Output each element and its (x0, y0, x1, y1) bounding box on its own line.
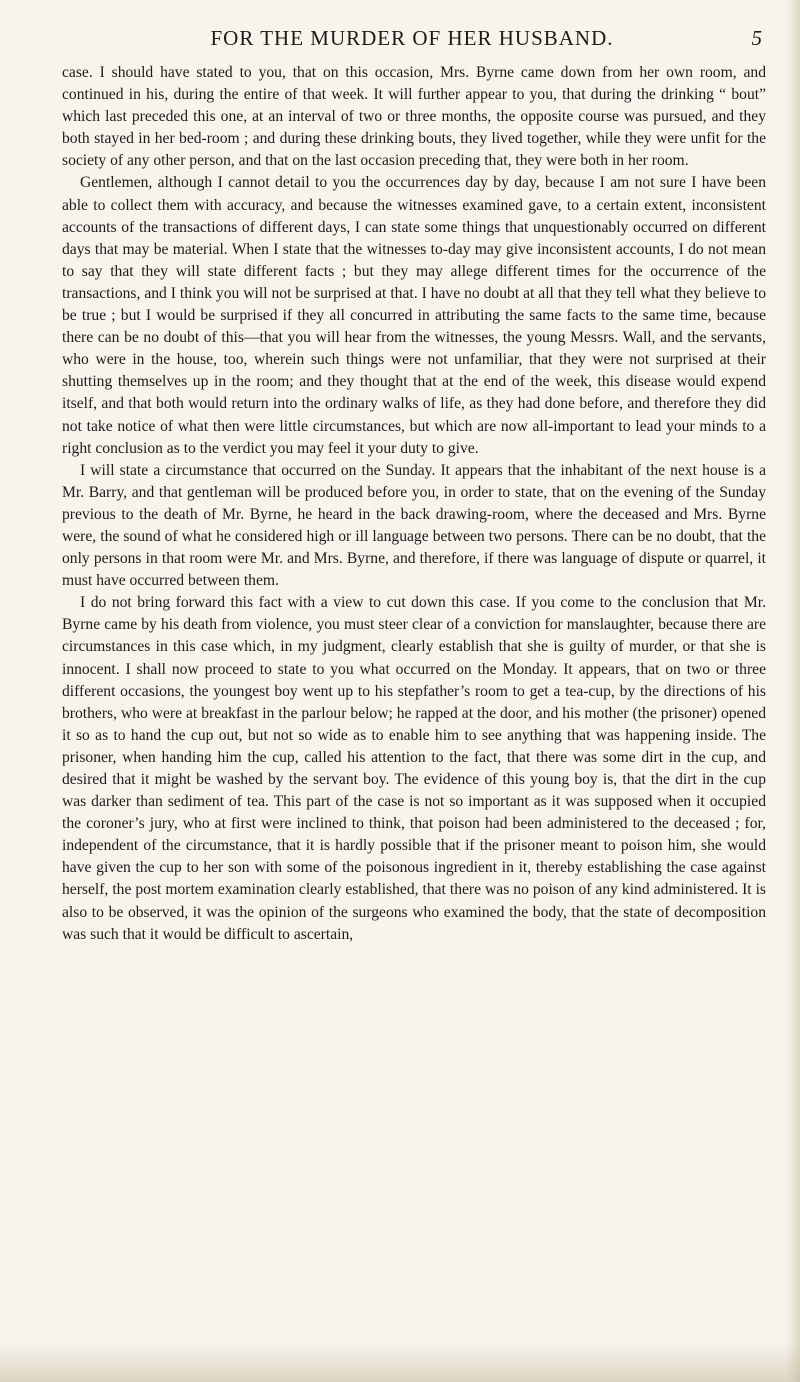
paragraph: Gentlemen, although I cannot detail to you the occurrences day by day, because I am not sure I have been able to collect them with accuracy, and because the witnesses examined gave, to a certain extent, inconsistent accounts of the transactions of different days, I can state some things that unquestionably occurred on different days that may be material. When I state that the witnesses to-day may give inconsistent accounts, I do not mean to say that they will state different facts ; but they may allege different times for the occurrence of the transactions, and I think you will not be surprised at that. I have no doubt at all that they tell what they believe to be true ; but I would be surprised if they all concurred in attributing the same facts to the same time, because there can be no doubt of this—that you will hear from the witnesses, the young Messrs. Wall, and the servants, who were in the house, too, wherein such things were not unfamiliar, that they were not surprised at their shutting themselves up in the room; and they thought that at the end of the week, this disease would expend itself, and that both would return into the ordinary walks of life, as they had done before, and therefore they did not take notice of what then were little circumstances, but which are now all-important to lead your minds to a right conclusion as to the verdict you may feel it your duty to give. (62, 174, 766, 457)
paragraph: case. I should have stated to you, that on this occasion, Mrs. Byrne came down from her own room, and continued in his, during the entire of that week. It will further appear to you, that during the drinking “ bout” which last preceded this one, at an interval of two or three months, the opposite course was pursued, and they both stayed in her bed-room ; and during these drinking bouts, they lived together, while they were unfit for the society of any other person, and that on the last occasion preceding that, they were both in her room. (62, 64, 766, 170)
body-text (62, 62, 766, 946)
page-bottom-shadow (0, 1342, 800, 1382)
running-title: FOR THE MURDER OF HER HUSBAND. (210, 26, 614, 50)
running-head (62, 26, 762, 56)
paragraph: I do not bring forward this fact with a view to cut down this case. If you come to the conclusion that Mr. Byrne came by his death from violence, you must steer clear of a conviction for manslaughter, because there are circumstances in this case which, in my judgment, clearly establish that she is guilty of murder, or that she is innocent. I shall now proceed to state to you what occurred on the Monday. It appears, that on two or three different occasions, the youngest boy went up to his stepfather’s room to get a tea-cup, by the directions of his brothers, who were at breakfast in the parlour below; he rapped at the door, and his mother (the prisoner) opened it so as to hand the cup out, but not so wide as to enable him to see anything that was happening inside. The prisoner, when handing him the cup, called his attention to the fact, that there was some dirt in the cup, and desired that it might be washed by the servant boy. The evidence of this young boy is, that the dirt in the cup was darker than sediment of tea. This part of the case is not so important as it was supposed when it occupied the coroner’s jury, who at first were inclined to think, that poison had been administered to the deceased ; for, independent of the circumstance, that it is hardly possible that if the prisoner meant to poison him, she would have given the cup to her son with some of the poisonous ingredient in it, thereby establishing the case against herself, the post mortem examination clearly established, that there was no poison of any kind administered. It is also to be observed, it was the opinion of the surgeons who examined the body, that the state of decomposition was such that it would be difficult to ascertain, (62, 594, 766, 943)
page-number: 5 (751, 26, 762, 50)
page-edge-shadow (786, 0, 800, 1382)
paragraph: I will state a circumstance that occurred on the Sunday. It appears that the inhabitant of the next house is a Mr. Barry, and that gentleman will be produced before you, in order to state, that on the evening of the Sunday previous to the death of Mr. Byrne, he heard in the back drawing-room, where the deceased and Mrs. Byrne were, the sound of what he considered high or ill language between two persons. There can be no doubt, that the only persons in that room were Mr. and Mrs. Byrne, and therefore, if there was language of dispute or quarrel, it must have occurred between them. (62, 461, 766, 590)
